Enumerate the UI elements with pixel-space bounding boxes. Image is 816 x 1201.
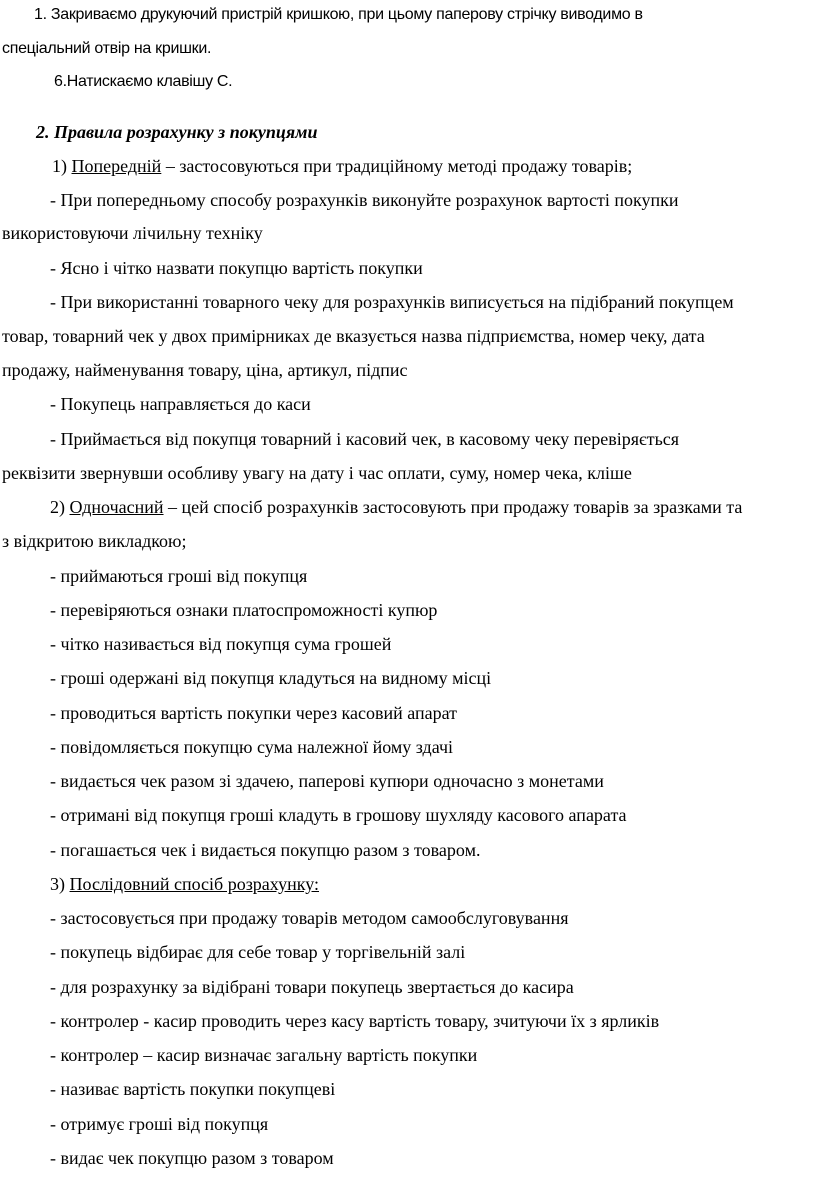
section-heading: 2. Правила розрахунку з покупцями: [36, 122, 318, 142]
bullet-continuation-line: продажу, найменування товару, ціна, артикул, підпис: [2, 360, 408, 380]
bullet-line: - проводиться вартість покупки через касовий апарат: [50, 703, 458, 723]
method-name: Одночасний: [69, 497, 164, 517]
bullet-line: - отримує гроші від покупця: [50, 1114, 269, 1134]
bullet-line: - повідомляється покупцю сума належної йому здачі: [50, 737, 454, 757]
bullet-line: - видає чек покупцю разом з товаром: [50, 1148, 334, 1168]
bullet-continuation-line: товар, товарний чек у двох примірниках де вказується назва підприємства, номер чеку, дата: [2, 326, 705, 346]
numbered-step-line: 1. Закриваємо друкуючий пристрій кришкою, при цьому паперову стрічку виводимо в: [34, 6, 643, 23]
bullet-line: - гроші одержані від покупця кладуться на видному місці: [50, 668, 492, 688]
bullet-line: - При використанні товарного чеку для розрахунків виписується на підібраний покупцем: [50, 292, 734, 312]
bullet-line: - При попередньому способу розрахунків виконуйте розрахунок вартості покупки: [50, 190, 679, 210]
method-heading-line: 2) Одночасний – цей спосіб розрахунків застосовують при продажу товарів за зразками та: [50, 497, 743, 517]
bullet-line: - видається чек разом зі здачею, паперові купюри одночасно з монетами: [50, 771, 604, 791]
bullet-continuation-line: використовуючи лічильну техніку: [2, 223, 263, 243]
method-continuation-line: з відкритою викладкою;: [2, 531, 187, 551]
bullet-line: - перевіряються ознаки платоспроможності купюр: [50, 600, 438, 620]
bullet-line: - Покупець направляється до каси: [50, 394, 311, 414]
numbered-step-line: 6.Натискаємо клавішу С.: [54, 73, 233, 90]
bullet-line: - Ясно і чітко назвати покупцю вартість покупки: [50, 258, 423, 278]
bullet-line: - контролер – касир визначає загальну вартість покупки: [50, 1045, 478, 1065]
bullet-line: - для розрахунку за відібрані товари покупець звертається до касира: [50, 977, 574, 997]
step-continuation-line: спеціальний отвір на кришки.: [2, 40, 212, 57]
bullet-line: - приймаються гроші від покупця: [50, 566, 308, 586]
bullet-line: - називає вартість покупки покупцеві: [50, 1079, 336, 1099]
bullet-line: - контролер - касир проводить через касу вартість товару, зчитуючи їх з ярликів: [50, 1011, 660, 1031]
method-heading-line: 1) Попередній – застосовуються при традиційному методі продажу товарів;: [52, 156, 633, 176]
bullet-line: - покупець відбирає для себе товар у торгівельній залі: [50, 942, 466, 962]
bullet-line: - отримані від покупця гроші кладуть в грошову шухляду касового апарата: [50, 805, 627, 825]
method-name: Послідовний спосіб розрахунку:: [69, 874, 319, 894]
bullet-line: - Приймається від покупця товарний і касовий чек, в касовому чеку перевіряється: [50, 429, 680, 449]
method-name: Попередній: [71, 156, 162, 176]
bullet-continuation-line: реквізити звернувши особливу увагу на дату і час оплати, суму, номер чека, кліше: [2, 463, 632, 483]
bullet-line: - погашається чек і видається покупцю разом з товаром.: [50, 840, 481, 860]
bullet-line: - застосовується при продажу товарів методом самообслуговування: [50, 908, 569, 928]
bullet-line: - чітко називається від покупця сума грошей: [50, 634, 392, 654]
method-heading-line: 3) Послідовний спосіб розрахунку:: [50, 874, 319, 894]
